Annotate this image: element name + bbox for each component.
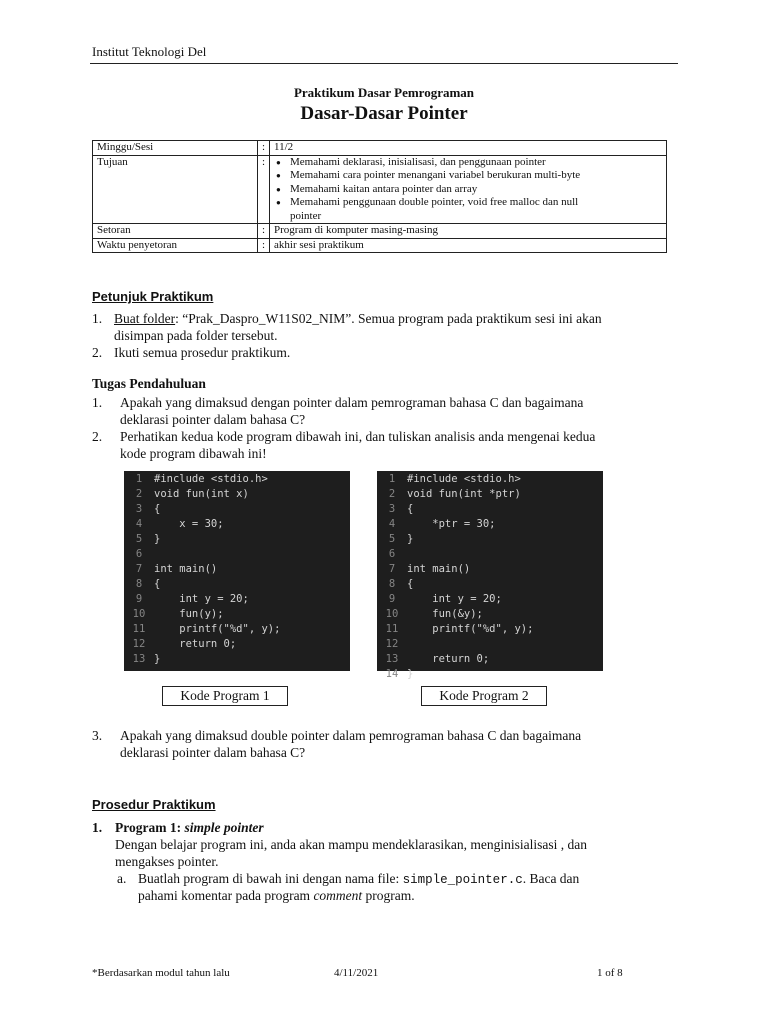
code-line (124, 577, 160, 592)
code-text: int main() (154, 563, 218, 575)
item-number: 2. (92, 345, 103, 360)
code-line (377, 487, 521, 502)
time-value: akhir sesi praktikum (270, 238, 667, 253)
table-row (93, 155, 667, 224)
code-line (124, 517, 224, 532)
list-item-continuation: pointer (290, 209, 322, 222)
code-caption-2: Kode Program 2 (421, 686, 547, 706)
program-1-label: Program 1: (115, 820, 182, 835)
code-line (377, 667, 413, 682)
line-number: 10 (385, 608, 399, 620)
item-number: 3. (92, 728, 103, 743)
step-a-text: Buatlah program di bawah ini dengan nama file: (138, 871, 400, 886)
code-line (124, 652, 160, 667)
code-block-2 (377, 471, 603, 680)
code-text: #include <stdio.h> (154, 473, 268, 485)
code-line (124, 637, 236, 652)
line-number: 1 (388, 473, 396, 485)
submit-value: Program di komputer masing-masing (270, 224, 667, 239)
code-text: *ptr = 30; (407, 518, 496, 530)
step-a-line2 (138, 887, 415, 904)
code-line (377, 637, 407, 652)
line-number: 7 (388, 563, 396, 575)
code-text: fun(&y); (407, 608, 483, 620)
code-text: int y = 20; (154, 593, 249, 605)
step-a-text-2: pahami komentar pada program (138, 888, 311, 903)
colon: : (258, 155, 270, 224)
sub-item-letter: a. (117, 871, 127, 886)
prosedur-heading: Prosedur Praktikum (92, 797, 216, 812)
line-number: 5 (388, 533, 396, 545)
code-text: } (154, 533, 161, 545)
line-number: 3 (388, 503, 396, 515)
code-text: fun(y); (154, 608, 224, 620)
code-text: } (407, 533, 414, 545)
code-line (124, 547, 154, 562)
header-divider (90, 63, 678, 64)
doc-subtitle: Praktikum Dasar Pemrograman (293, 85, 475, 100)
code-line (124, 607, 224, 622)
code-text: { (154, 578, 161, 590)
petunjuk-item-1 (114, 310, 602, 327)
code-line (124, 472, 268, 487)
colon: : (258, 141, 270, 156)
petunjuk-item-1-cont: disimpan pada folder tersebut. (114, 328, 278, 343)
folder-text: : “Prak_Daspro_W11S02_NIM”. Semua program pada praktikum sesi ini akan (175, 311, 602, 326)
code-line (377, 622, 533, 637)
line-number: 12 (385, 638, 399, 650)
table-row (93, 141, 667, 156)
institution-header: Institut Teknologi Del (92, 44, 207, 59)
goal-label: Tujuan (93, 155, 258, 224)
code-line (124, 592, 249, 607)
code-text: } (154, 653, 161, 665)
code-text: void fun(int *ptr) (407, 488, 521, 500)
tugas-q2-line1: Perhatikan kedua kode program dibawah ini, dan tuliskan analisis anda mengenai kedua (120, 429, 596, 444)
line-number: 4 (135, 518, 143, 530)
colon: : (258, 238, 270, 253)
goal-list-cell (270, 155, 667, 224)
code-line (377, 502, 413, 517)
code-text: { (407, 503, 414, 515)
line-number: 6 (388, 548, 396, 560)
code-text: printf("%d", y); (407, 623, 534, 635)
code-text: { (154, 503, 161, 515)
line-number: 11 (132, 623, 146, 635)
code-line (124, 502, 160, 517)
line-number: 4 (388, 518, 396, 530)
line-number: 13 (385, 653, 399, 665)
line-number: 10 (132, 608, 146, 620)
colon: : (258, 224, 270, 239)
line-number: 6 (135, 548, 143, 560)
line-number: 2 (388, 488, 396, 500)
petunjuk-item-2: Ikuti semua prosedur praktikum. (114, 345, 291, 360)
line-number: 8 (135, 578, 143, 590)
code-line (377, 592, 502, 607)
goal-list (274, 156, 662, 210)
code-line (124, 532, 160, 547)
line-number: 9 (388, 593, 396, 605)
footer-date: 4/11/2021 (334, 967, 379, 979)
code-text: return 0; (407, 653, 490, 665)
time-label: Waktu penyetoran (93, 238, 258, 253)
doc-title: Dasar-Dasar Pointer (300, 103, 468, 124)
line-number: 14 (385, 668, 399, 680)
code-line (124, 622, 280, 637)
submit-label: Setoran (93, 224, 258, 239)
code-text: x = 30; (154, 518, 224, 530)
footer-note: *Berdasarkan modul tahun lalu (92, 967, 230, 979)
code-line (377, 532, 413, 547)
step-a-text-2-post: program. (365, 888, 415, 903)
tugas-q2-line2: kode program dibawah ini! (120, 446, 267, 461)
line-number: 7 (135, 563, 143, 575)
code-text: int main() (407, 563, 471, 575)
footer-page: 1 of 8 (597, 967, 623, 979)
tugas-heading: Tugas Pendahuluan (92, 376, 206, 391)
code-text: void fun(int x) (154, 488, 249, 500)
line-number: 12 (132, 638, 146, 650)
program-1-heading (115, 819, 264, 836)
code-line (377, 607, 483, 622)
program-1-desc-2: mengakses pointer. (115, 854, 219, 869)
tugas-q3-line2: deklarasi pointer dalam bahasa C? (120, 745, 306, 760)
code-line (377, 562, 470, 577)
list-item: ● Memahami deklarasi, inisialisasi, dan penggunaan pointer (274, 156, 662, 170)
line-number: 13 (132, 653, 146, 665)
code-text: int y = 20; (407, 593, 502, 605)
code-line (377, 547, 407, 562)
table-row (93, 224, 667, 239)
code-line (124, 562, 217, 577)
week-label: Minggu/Sesi (93, 141, 258, 156)
tugas-q1-line1: Apakah yang dimaksud dengan pointer dalam pemrograman bahasa C dan bagaimana (120, 395, 584, 410)
line-number: 8 (388, 578, 396, 590)
list-item: ● Memahami cara pointer menangani variabel berukuran multi-byte (274, 169, 662, 183)
code-caption-1: Kode Program 1 (162, 686, 288, 706)
code-text: } (407, 668, 414, 680)
item-number: 1. (92, 311, 103, 326)
code-line (124, 487, 249, 502)
code-text: return 0; (154, 638, 237, 650)
program-1-label-em: simple pointer (184, 820, 264, 835)
comment-em: comment (313, 888, 363, 903)
code-block-1 (124, 471, 350, 671)
code-text: #include <stdio.h> (407, 473, 521, 485)
line-number: 11 (385, 623, 399, 635)
code-line (377, 652, 489, 667)
petunjuk-heading: Petunjuk Praktikum (92, 289, 214, 304)
tugas-q1-line2: deklarasi pointer dalam bahasa C? (120, 412, 306, 427)
folder-lead: Buat folder (114, 311, 176, 326)
line-number: 1 (135, 473, 143, 485)
list-item: ● Memahami penggunaan double pointer, void free malloc dan null (274, 196, 662, 210)
file-name: simple_pointer.c (402, 873, 523, 887)
week-value: 11/2 (270, 141, 667, 156)
table-row (93, 238, 667, 253)
code-line (377, 472, 521, 487)
line-number: 2 (135, 488, 143, 500)
code-text: { (407, 578, 414, 590)
item-number: 2. (92, 429, 103, 444)
tugas-q3-line1: Apakah yang dimaksud double pointer dalam pemrograman bahasa C dan bagaimana (120, 728, 582, 743)
item-number: 1. (92, 820, 103, 835)
program-1-desc-1: Dengan belajar program ini, anda akan mampu mendeklarasikan, menginisialisasi , dan (115, 837, 587, 852)
item-number: 1. (92, 395, 103, 410)
code-line (377, 577, 413, 592)
line-number: 5 (135, 533, 143, 545)
step-a-text-post: . Baca dan (522, 871, 580, 886)
list-item: ● Memahami kaitan antara pointer dan array (274, 183, 662, 197)
code-text: printf("%d", y); (154, 623, 281, 635)
code-line (377, 517, 496, 532)
info-table (92, 140, 667, 253)
line-number: 9 (135, 593, 143, 605)
line-number: 3 (135, 503, 143, 515)
